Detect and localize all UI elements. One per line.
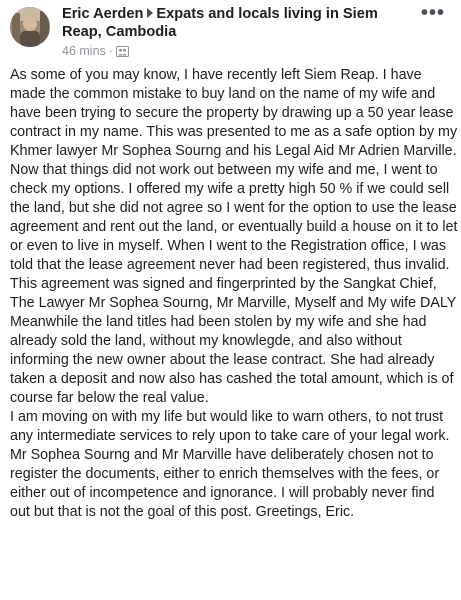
post-body — [10, 66, 458, 522]
post-timestamp[interactable]: 46 mins — [62, 44, 106, 58]
avatar-image — [10, 7, 50, 47]
header-text — [62, 5, 402, 61]
post-paragraph-1: As some of you may know, I have recently left Siem Reap. I have made the common mistake to buy land on the name of my wife and have been trying to secure the property by drawing up a 50 year lease contract in my name. This was presented to me as a safe option by my Khmer lawyer Mr Sophea Sourng and his Legal Aid Mr Adrien Marville. Now that things did not work out between my wife and me, I went to check my options. I offered my wife a pretty high 50 % if we could sell the land, but she did not agree so I went for the option to use the lease agreement and rent out the land, or eventually build a house on it to let or even to live in myself. When I went to the Registration office, I was told that the lease agreement never had been registered, thus invalid. This agreement was signed and fingerprinted by the Sangkat Chief, The Lawyer Mr Sophea Sourng, Mr Marville, Myself and My wife DALY — [10, 67, 458, 311]
arrow-right-icon — [147, 8, 153, 18]
post-header — [10, 2, 451, 58]
group-name-link[interactable]: Expats and locals living in Siem Reap, Cambodia — [62, 6, 378, 40]
post-title-line — [62, 5, 402, 41]
friends-icon[interactable] — [116, 45, 129, 61]
author-avatar[interactable] — [10, 7, 50, 47]
author-name-link[interactable]: Eric Aerden — [62, 6, 144, 22]
more-dots-icon[interactable]: ••• — [420, 2, 445, 24]
post-paragraph-3: I am moving on with my life but would like to warn others, to not trust any intermediate services to rely upon to take care of your legal work. Mr Sophea Sourng and Mr Marville have deliberately chosen not to register the documents, either to enrich themselves with the fees, or either out of incompetence and ignorance. I will probably never find out but that is not the goal of this post. Greetings, Eric. — [10, 409, 450, 520]
meta-separator: · — [108, 44, 113, 58]
post-meta — [62, 43, 402, 61]
post-paragraph-2: Meanwhile the land titles had been stolen by my wife and she had already sold the land, without my knowlegde, and also without informing the new owner about the lease contract. She had already taken a deposit and now also has cashed the total amount, which is of course far below the real value. — [10, 314, 454, 406]
